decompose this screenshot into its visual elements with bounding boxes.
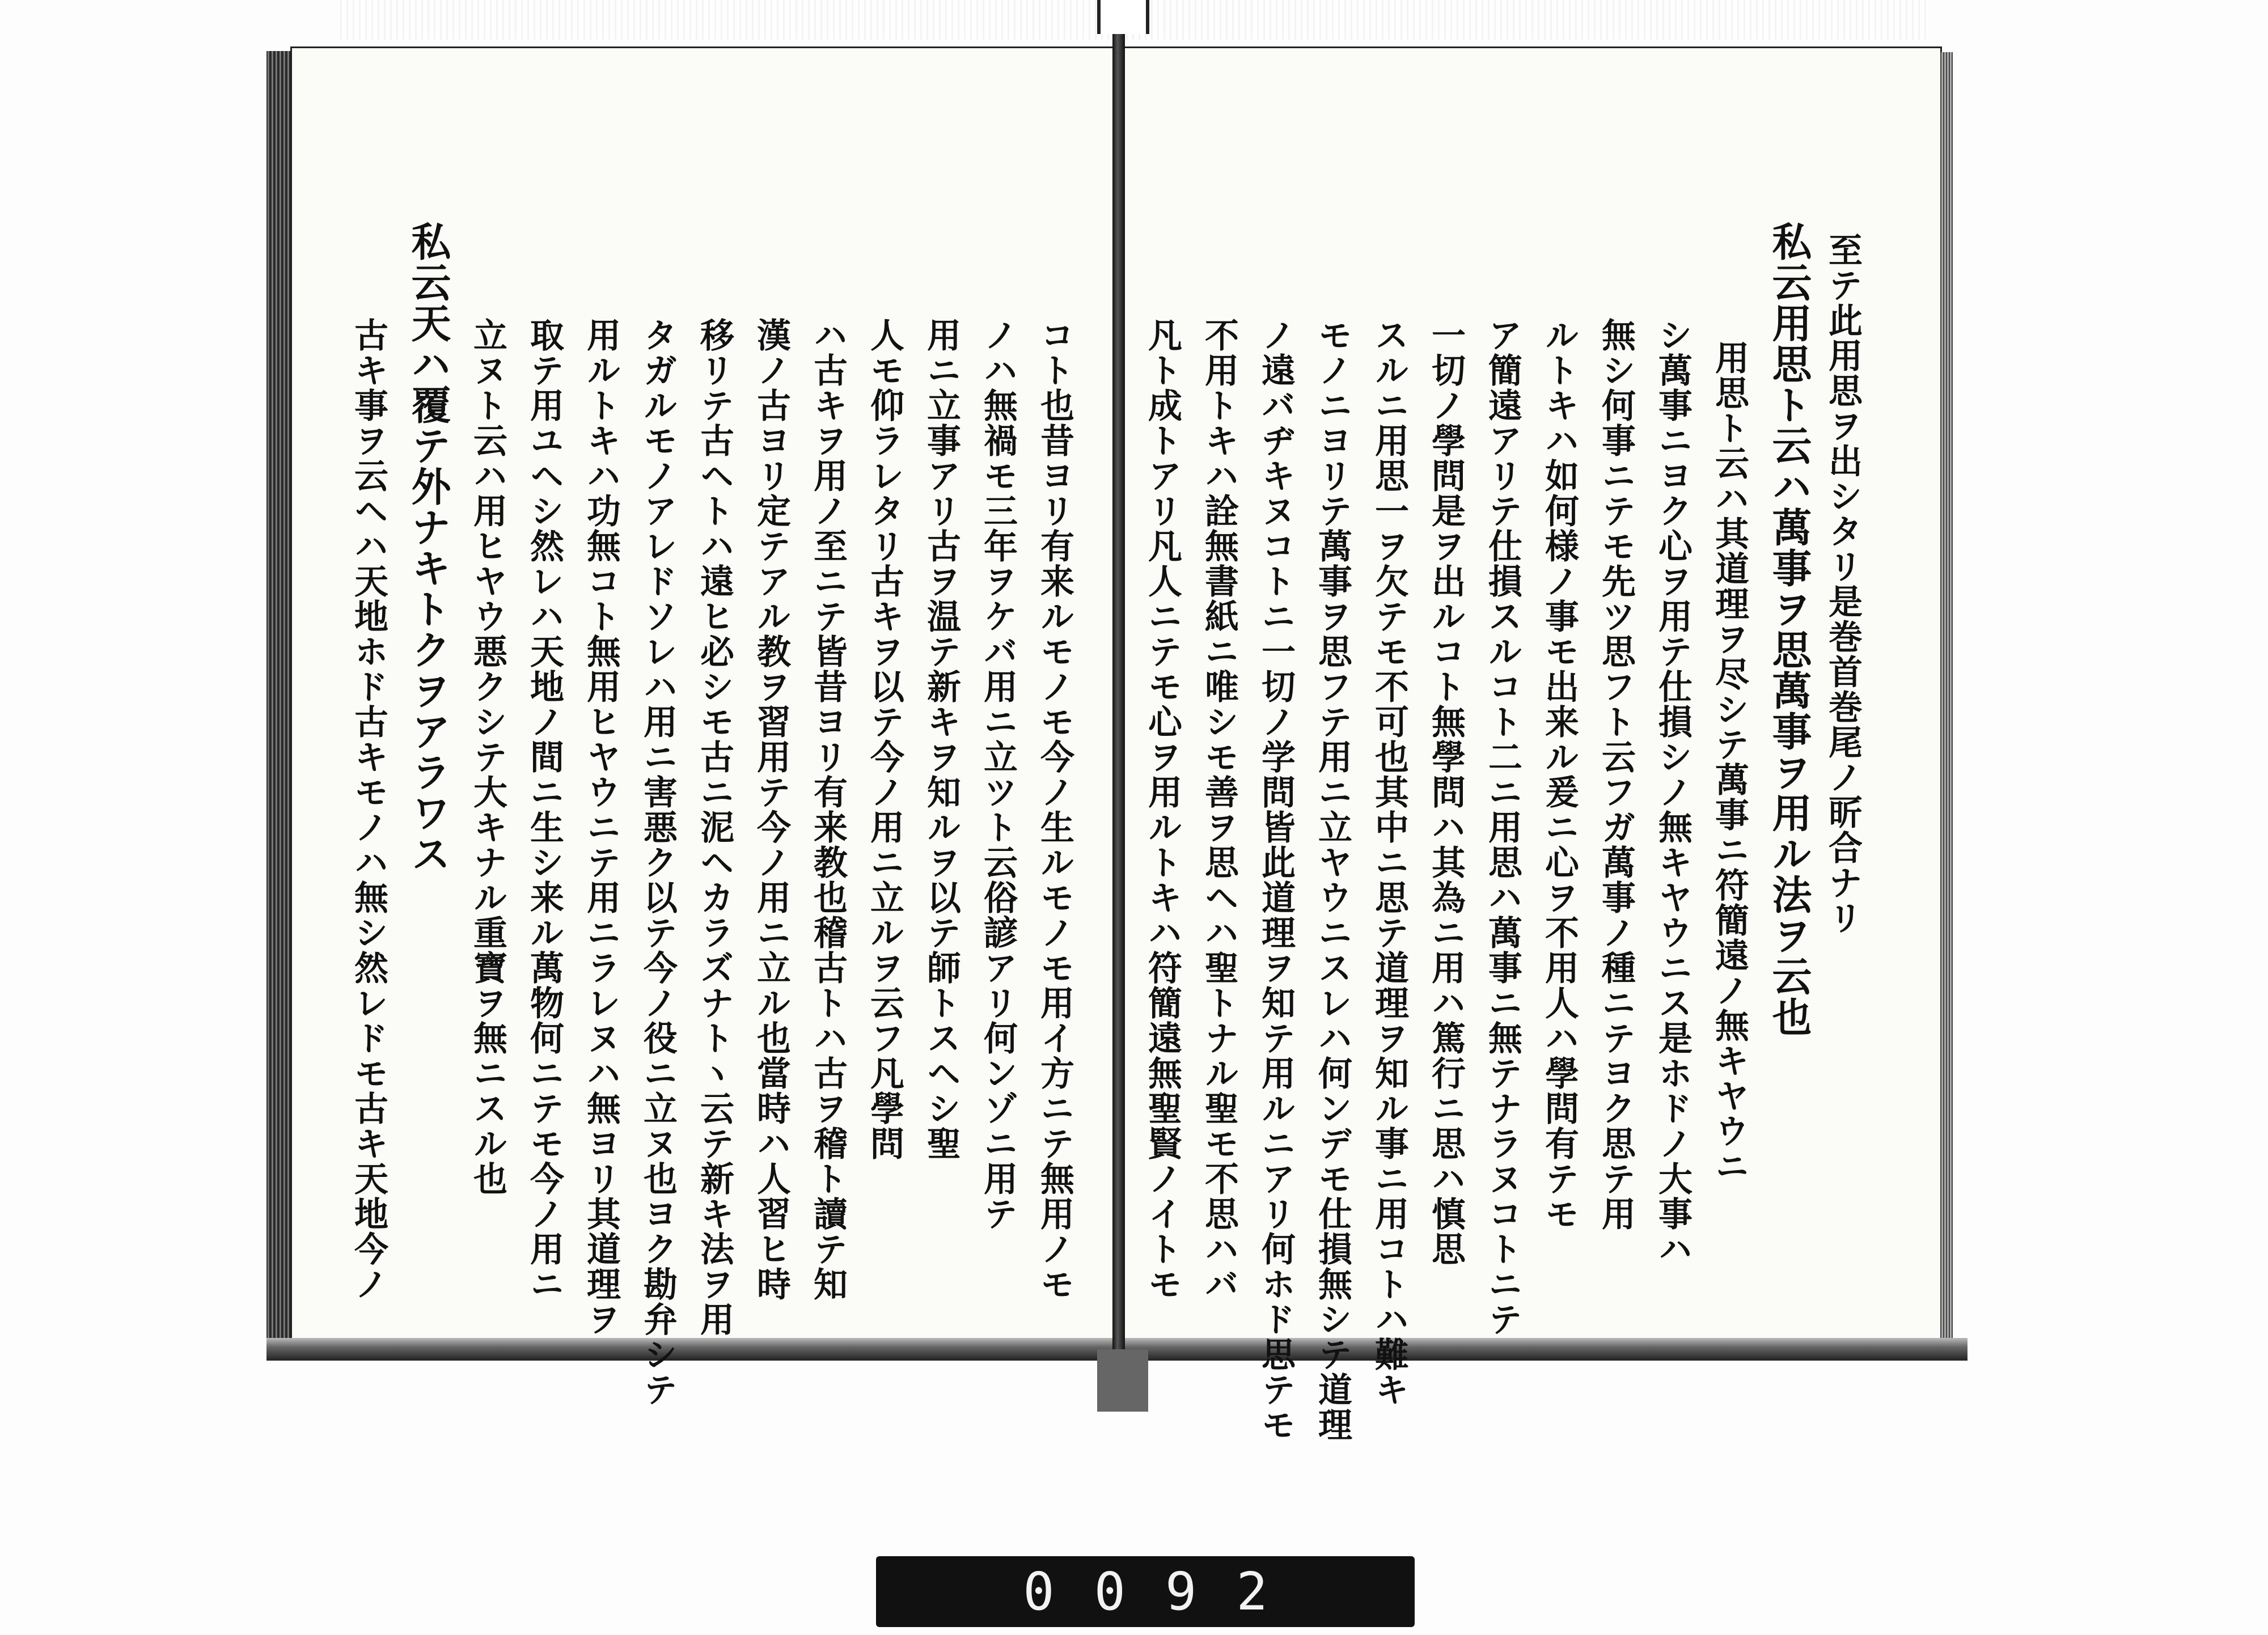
left-col-6: 漢ノ古ヨリ定テアル教ヲ習用テ今ノ用ニ立ル也當時ハ人習ヒ時 <box>751 317 791 1302</box>
binding-tab-top <box>1097 0 1149 34</box>
binding-tab-bottom <box>1097 1349 1148 1412</box>
left-col-2: ノハ無禍モ三年ヲケバ用ニ立ツト云俗諺アリ何ンゾニ用テ <box>978 317 1018 1231</box>
right-col-13: 凡ト成トアリ凡人ニテモ心ヲ用ルトキハ符簡遠無聖賢ノイトモ <box>1143 317 1182 1302</box>
right-page <box>1118 46 1942 1354</box>
left-col-11: 立ヌト云ハ用ヒヤウ悪クシテ大キナル重寶ヲ無ニスル也 <box>468 317 507 1196</box>
left-col-13: 古キ事ヲ云ヘハ天地ホド古キモノハ無シ然レドモ古キ天地今ノ <box>349 317 388 1302</box>
right-col-6: ルトキハ如何様ノ事モ出来ル爰ニ心ヲ不用人ハ學問有テモ <box>1539 317 1579 1231</box>
right-col-5: 無シ何事ニテモ先ツ思フト云フガ萬事ノ種ニテヨク思テ用 <box>1596 317 1636 1231</box>
left-col-9: 用ルトキハ功無コト無用ヒヤウニテ用ニラレヌハ無ヨリ其道理ヲ <box>581 317 621 1337</box>
right-col-11: ノ遠バヂキヌコトニ一切ノ学問皆此道理ヲ知テ用ルニアリ何ホド思テモ <box>1256 317 1296 1442</box>
left-col-8: タガルモノアレドソレハ用ニ害悪ク以テ今ノ役ニ立ヌ也ヨク勘弁シテ <box>638 317 678 1407</box>
left-col-1: コト也昔ヨリ有来ルモノモ今ノ生ルモノモ用イ方ニテ無用ノモ <box>1035 317 1074 1302</box>
right-col-1: 至テ此用思ヲ出シタリ是巻首巻尾ノ㪽合ナリ <box>1823 232 1863 935</box>
book-gutter <box>1112 0 1125 1406</box>
right-col-12: 不用トキハ詮無書紙ニ唯シモ善ヲ思ヘハ聖トナル聖モ不思ハバ <box>1199 317 1239 1302</box>
left-fore-edge <box>266 51 290 1349</box>
right-col-8: 一切ノ學問是ヲ出ルコト無學問ハ其為ニ用ハ篤行ニ思ハ慎思 <box>1426 317 1466 1267</box>
folio-number: 0092 <box>1023 1561 1308 1622</box>
left-col-10: 取テ用ユヘシ然レハ天地ノ間ニ生シ来ル萬物何ニテモ今ノ用ニ <box>524 317 564 1302</box>
right-col-7: ア簡遠アリテ仕損スルコト二ニ用思ハ萬事ニ無テナラヌコトニテ <box>1483 317 1522 1337</box>
right-col-10: モノニヨリテ萬事ヲ思フテ用ニ立ヤウニスレハ何ンデモ仕損無シテ道理 <box>1313 317 1352 1442</box>
right-col-4: シ萬事ニヨク心ヲ用テ仕損シノ無キヤウニス是ホドノ大事ハ <box>1653 317 1692 1267</box>
left-col-12: 私云天ハ覆テ外ナキトクヲアラワス <box>405 221 452 874</box>
right-col-9: スルニ用思一ヲ欠テモ不可也其中ニ思テ道理ヲ知ル事ニ用コトハ難キ <box>1369 317 1409 1407</box>
left-col-5: ハ古キヲ用ノ至ニテ皆昔ヨリ有来教也稽古トハ古ヲ稽ト讀テ知 <box>808 317 848 1302</box>
right-fore-edge <box>1940 52 1953 1345</box>
right-col-3: 用思ト云ハ其道理ヲ尽シテ萬事ニ符簡遠ノ無キヤウニ <box>1710 340 1749 1184</box>
left-col-3: 用ニ立事アリ古ヲ温テ新キヲ知ルヲ以テ師トスヘシ聖 <box>921 317 961 1161</box>
left-col-4: 人モ仰ラレタリ古キヲ以テ今ノ用ニ立ルヲ云フ凡學問 <box>865 317 904 1161</box>
right-col-2: 私云用思ト云ハ萬事ヲ思萬事ヲ用ル法ヲ云也 <box>1766 221 1813 1037</box>
left-col-7: 移リテ古ヘトハ遠ヒ必シモ古ニ泥ヘカラズナトヽ云テ新キ法ヲ用 <box>695 317 734 1337</box>
